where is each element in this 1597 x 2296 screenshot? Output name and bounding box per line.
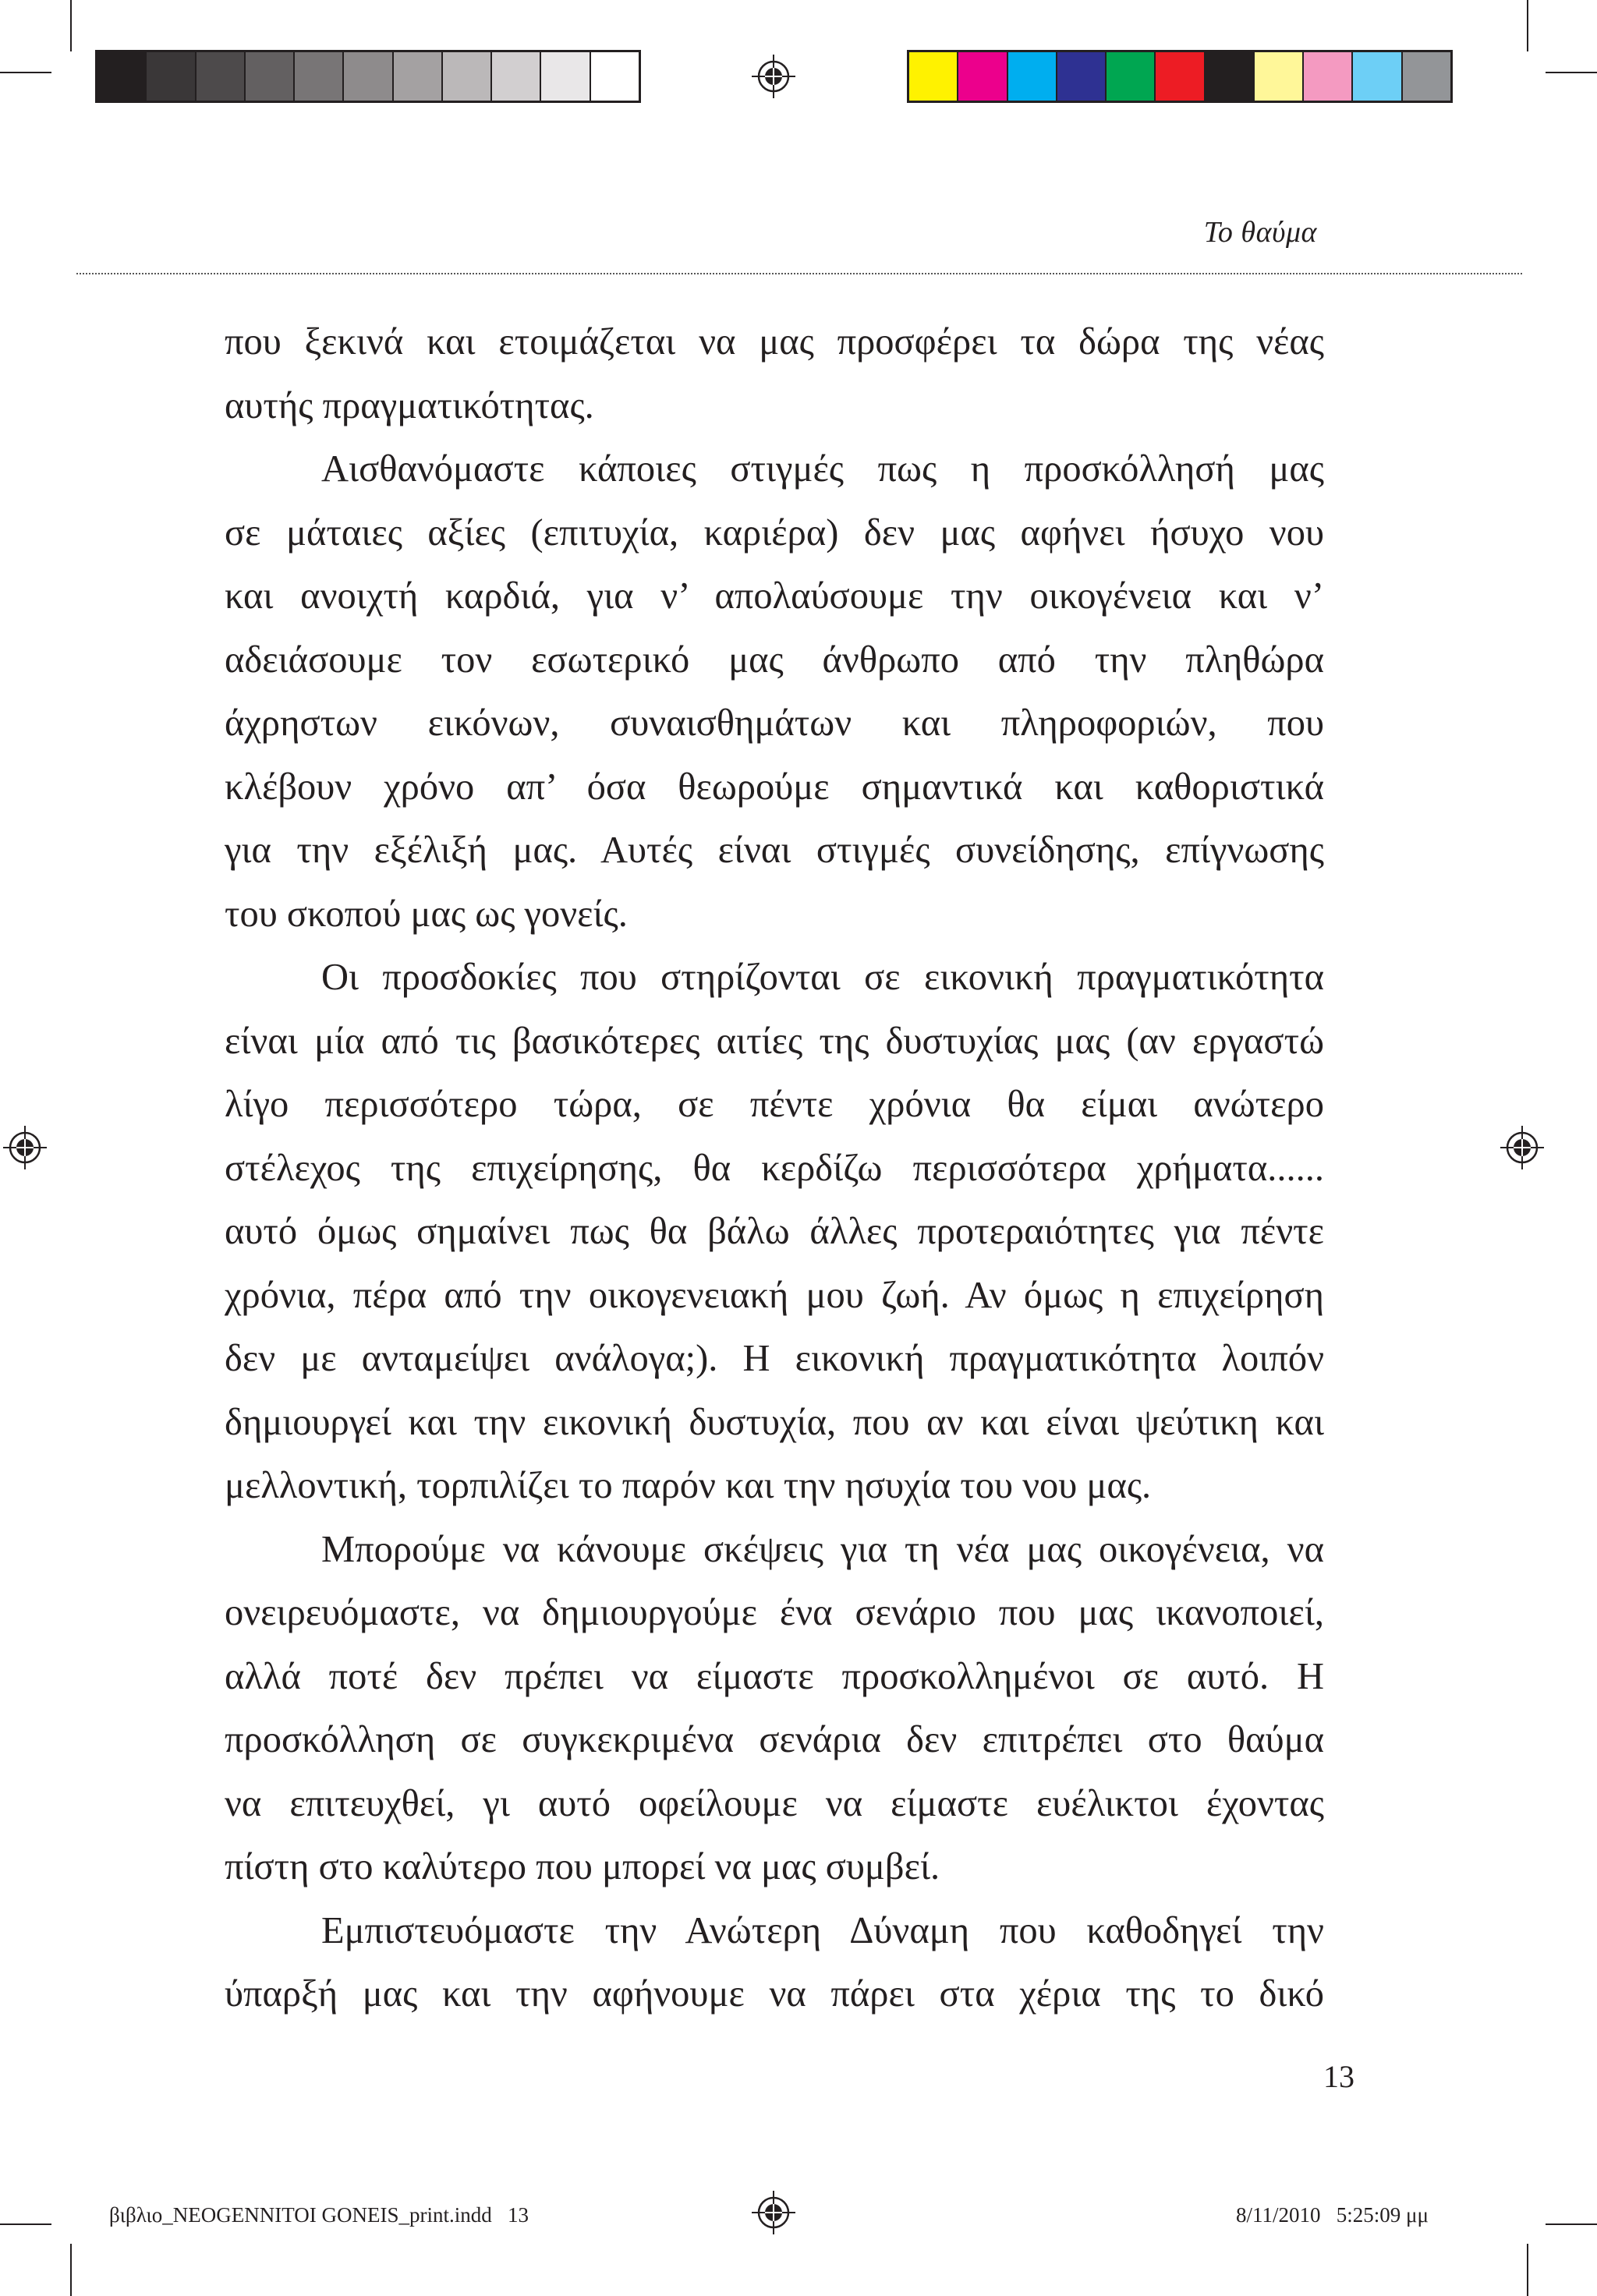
color-swatch bbox=[1156, 52, 1205, 101]
text-line: να επιτευχθεί, γι αυτό οφείλουμε να είμαστε ευέλικτοι έχοντας bbox=[225, 1782, 1324, 1824]
text-line: ύπαρξή μας και την αφήνουμε να πάρει στα χέρια της το δικό bbox=[225, 1973, 1324, 2015]
text-line: δημιουργεί και την εικονική δυστυχία, που αν και είναι ψεύτικη και bbox=[225, 1401, 1324, 1443]
text-line: Μπορούμε να κάνουμε σκέψεις για τη νέα μας οικογένεια, να bbox=[321, 1528, 1324, 1570]
crop-mark bbox=[1527, 2244, 1528, 2296]
text-line: λίγο περισσότερο τώρα, σε πέντε χρόνια θα είμαι ανώτερο bbox=[225, 1084, 1324, 1125]
registration-mark-icon bbox=[752, 55, 795, 98]
text-line: μελλοντική, τορπιλίζει το παρόν και την ησυχία του νου μας. bbox=[225, 1465, 1152, 1506]
color-control-bar bbox=[907, 50, 1453, 103]
header-rule bbox=[76, 273, 1522, 274]
color-swatch bbox=[1008, 52, 1057, 101]
color-swatch bbox=[295, 52, 344, 101]
text-line: που ξεκινά και ετοιμάζεται να μας προσφέρει τα δώρα της νέας bbox=[225, 321, 1324, 363]
text-line: αλλά ποτέ δεν πρέπει να είμαστε προσκολλημένοι σε αυτό. Η bbox=[225, 1655, 1324, 1697]
text-line: άχρηστων εικόνων, συναισθημάτων και πληροφοριών, που bbox=[225, 702, 1324, 744]
color-swatch bbox=[958, 52, 1007, 101]
color-swatch bbox=[246, 52, 295, 101]
color-swatch bbox=[147, 52, 196, 101]
body-text bbox=[225, 310, 1324, 2026]
slug-timestamp: 8/11/2010 5:25:09 μμ bbox=[1236, 2203, 1429, 2227]
color-swatch bbox=[541, 52, 590, 101]
crop-mark bbox=[1546, 2223, 1597, 2225]
color-swatch bbox=[492, 52, 541, 101]
color-swatch bbox=[1255, 52, 1304, 101]
color-swatch bbox=[1206, 52, 1255, 101]
crop-mark bbox=[0, 2223, 51, 2225]
text-line: ονειρευόμαστε, να δημιουργούμε ένα σενάριο που μας ικανοποιεί, bbox=[225, 1592, 1324, 1633]
crop-mark bbox=[0, 72, 51, 73]
text-line: αδειάσουμε τον εσωτερικό μας άνθρωπο από την πληθώρα bbox=[225, 639, 1324, 681]
text-line: Οι προσδοκίες που στηρίζονται σε εικονική πραγματικότητα bbox=[321, 957, 1324, 998]
text-line: αυτής πραγματικότητας. bbox=[225, 384, 594, 426]
color-swatch bbox=[909, 52, 958, 101]
text-line: και ανοιχτή καρδιά, για ν’ απολαύσουμε την οικογένεια και ν’ bbox=[225, 575, 1324, 617]
color-swatch bbox=[443, 52, 492, 101]
color-swatch bbox=[1304, 52, 1353, 101]
crop-mark bbox=[70, 0, 72, 51]
text-line: Εμπιστευόμαστε την Ανώτερη Δύναμη που καθοδηγεί την bbox=[321, 1909, 1324, 1951]
text-line: Αισθανόμαστε κάποιες στιγμές πως η προσκόλλησή μας bbox=[321, 448, 1324, 490]
text-line: στέλεχος της επιχείρησης, θα κερδίζω περισσότερα χρήματα...... bbox=[225, 1147, 1324, 1189]
running-head: Το θαύμα bbox=[1203, 216, 1317, 249]
text-line: αυτό όμως σημαίνει πως θα βάλω άλλες προτεραιότητες για πέντε bbox=[225, 1211, 1324, 1252]
crop-mark bbox=[1527, 0, 1528, 51]
slug-file-name: βιβλιο_NEOGENNITOI GONEIS_print.indd 13 bbox=[109, 2203, 529, 2227]
text-line: χρόνια, πέρα από την οικογενειακή μου ζωή. Αν όμως η επιχείρηση bbox=[225, 1274, 1324, 1316]
text-line: προσκόλληση σε συγκεκριμένα σενάρια δεν επιτρέπει στο θαύμα bbox=[225, 1719, 1324, 1760]
text-line: για την εξέλιξή μας. Αυτές είναι στιγμές συνείδησης, επίγνωσης bbox=[225, 830, 1324, 871]
crop-mark bbox=[70, 2244, 72, 2296]
color-swatch bbox=[97, 52, 147, 101]
registration-mark-icon bbox=[3, 1126, 47, 1169]
page-number: 13 bbox=[1323, 2059, 1354, 2094]
text-line: σε μάταιες αξίες (επιτυχία, καριέρα) δεν μας αφήνει ήσυχο νου bbox=[225, 511, 1324, 554]
color-swatch bbox=[1057, 52, 1107, 101]
registration-mark-icon bbox=[1500, 1126, 1544, 1169]
gray-step-bar bbox=[95, 50, 641, 103]
color-swatch bbox=[394, 52, 443, 101]
color-swatch bbox=[1107, 52, 1156, 101]
registration-mark-icon bbox=[752, 2191, 795, 2234]
text-line: του σκοπού μας ως γονείς. bbox=[225, 893, 628, 935]
text-line: δεν με ανταμείψει ανάλογα;). Η εικονική πραγματικότητα λοιπόν bbox=[225, 1338, 1324, 1379]
color-swatch bbox=[591, 52, 639, 101]
text-line: κλέβουν χρόνο απ’ όσα θεωρούμε σημαντικά και καθοριστικά bbox=[225, 766, 1324, 808]
color-swatch bbox=[1403, 52, 1450, 101]
crop-mark bbox=[1546, 72, 1597, 73]
color-swatch bbox=[1353, 52, 1402, 101]
text-line: πίστη στο καλύτερο που μπορεί να μας συμβεί. bbox=[225, 1846, 940, 1887]
text-line: είναι μία από τις βασικότερες αιτίες της δυστυχίας μας (αν εργαστώ bbox=[225, 1020, 1324, 1062]
color-swatch bbox=[197, 52, 246, 101]
color-swatch bbox=[344, 52, 393, 101]
